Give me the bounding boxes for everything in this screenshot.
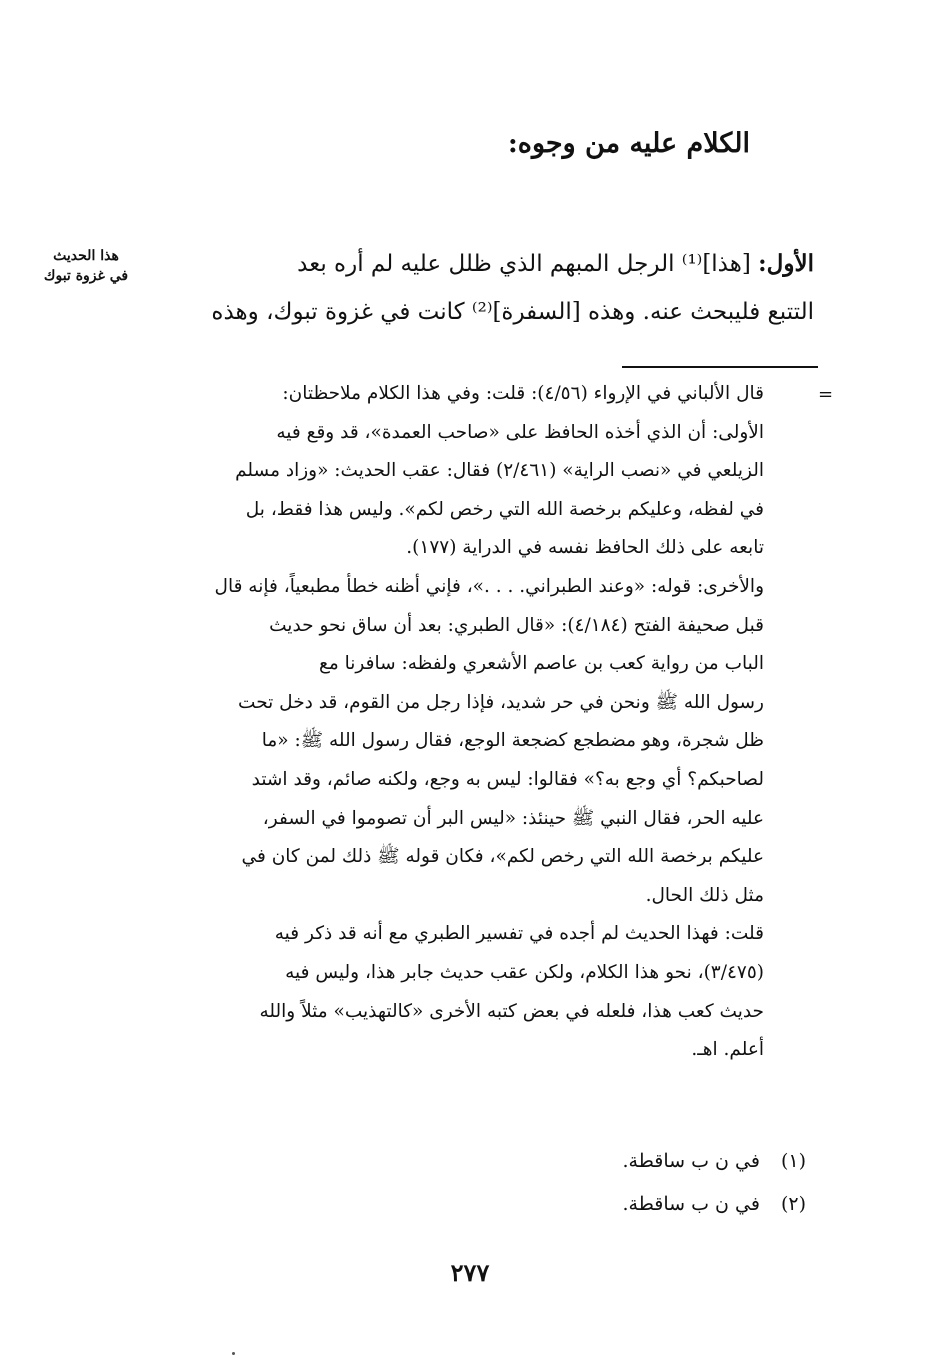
footnote-line: عليكم برخصة الله التي رخص لكم»، فكان قوله ﷺ ذلك لمن كان في [241, 846, 764, 868]
footnote-line: الباب من رواية كعب بن عاصم الأشعري ولفظه: سافرنا مع [318, 653, 764, 675]
footnote-line: قلت: فهذا الحديث لم أجده في تفسير الطبري مع أنه قد ذكر فيه [274, 923, 764, 945]
footnote-line: قبل صحيفة الفتح (٤/١٨٤): «قال الطبري: بعد أن ساق نحو حديث [269, 614, 764, 636]
footnote-text: في ن ب ساقطة. [622, 1193, 760, 1215]
footnote-line: ظل شجرة، وهو مضطجع كضجعة الوجع، فقال رسول الله ﷺ: «ما [261, 730, 764, 752]
first-aspect-label: الأول: [758, 250, 814, 277]
footnote-line: تابعه على ذلك الحافظ نفسه في الدراية (١٧٧). [406, 537, 764, 559]
continuation-mark: = [818, 384, 834, 405]
page-number: ٢٧٧ [450, 1258, 490, 1287]
footnote-line: مثل ذلك الحال. [645, 884, 764, 906]
footnote-line: أعلم. اهـ. [691, 1039, 764, 1061]
main-text-line [124, 240, 814, 288]
footnote-line: الأولى: أن الذي أخذه الحافظ على «صاحب العمدة»، قد وقع فيه [276, 421, 764, 443]
main-text-line: التتبع فليبحث عنه. وهذه [السفرة]⁽²⁾ كانت في غزوة تبوك، وهذه [211, 299, 814, 325]
main-text [124, 240, 814, 336]
footnote-continuation [124, 375, 764, 1070]
footnote-number: (١) [780, 1150, 806, 1172]
margin-note-line: في غزوة تبوك [43, 268, 129, 284]
footnote-line: والأخرى: قوله: «وعند الطبراني. . . .»، فإني أظنه خطأ مطبعياً، فإنه قال [214, 575, 764, 597]
footnote-line: حديث كعب هذا، فلعله في بعض كتبه الأخرى «كالتهذيب» مثلاً والله [259, 1000, 764, 1022]
footnote-line: لصاحبكم؟ أي وجع به؟» فقالوا: ليس به وجع، ولكنه صائم، وقد اشتد [251, 768, 764, 790]
margin-note [36, 246, 136, 286]
footnote-line: رسول الله ﷺ ونحن في حر شديد، فإذا رجل من القوم، قد دخل تحت [238, 691, 764, 713]
footnote-line: (٣/٤٧٥)، نحو هذا الكلام، ولكن عقب حديث جابر هذا، وليس فيه [285, 961, 764, 983]
footnote-number: (٢) [780, 1193, 806, 1215]
footnote-item [126, 1150, 806, 1172]
section-heading: الكلام عليه من وجوه: [507, 128, 750, 159]
footnote-separator [622, 366, 818, 368]
footnote-line: عليه الحر، فقال النبي ﷺ حينئذ: «ليس البر أن تصوموا في السفر، [262, 807, 764, 829]
footnote-text: في ن ب ساقطة. [622, 1150, 760, 1172]
footnote-line: في لفظه، وعليكم برخصة الله التي رخص لكم». وليس هذا فقط، بل [245, 498, 764, 520]
footnote-item [126, 1193, 806, 1215]
scan-speck [232, 1352, 235, 1355]
margin-note-line: هذا الحديث [53, 248, 119, 264]
footnote-line: الزيلعي في «نصب الراية» (٢/٤٦١) فقال: عقب الحديث: «وزاد مسلم [235, 460, 764, 482]
footnote-line: قال الألباني في الإرواء (٤/٥٦): قلت: وفي هذا الكلام ملاحظتان: [282, 383, 764, 404]
main-text-fragment: [هذا]⁽¹⁾ الرجل المبهم الذي ظلل عليه لم أره بعد [297, 251, 751, 277]
